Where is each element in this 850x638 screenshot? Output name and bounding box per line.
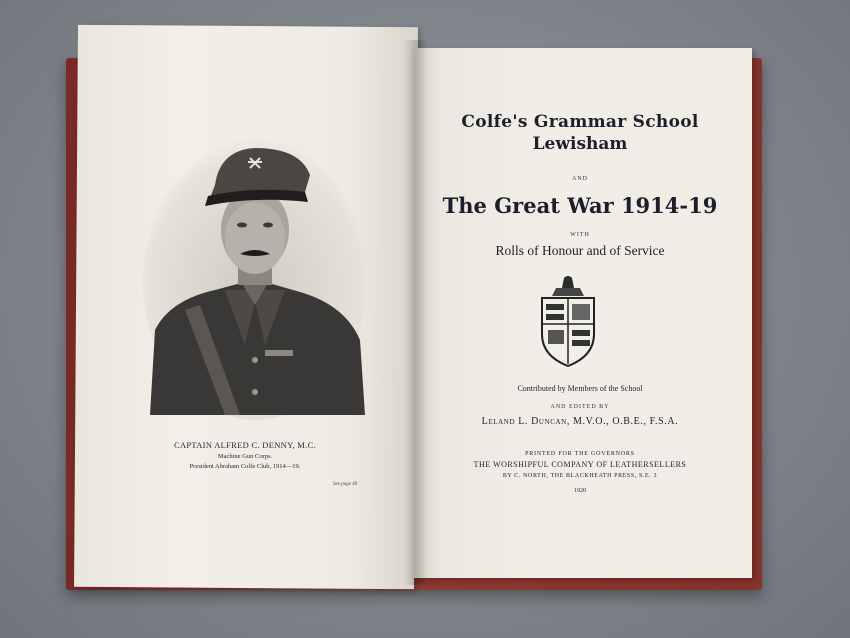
and-text: AND	[572, 176, 588, 182]
with-text: WITH	[570, 232, 590, 238]
officer-portrait	[140, 130, 370, 420]
printed-for-text: PRINTED FOR THE GOVERNORS	[525, 451, 635, 457]
editor-name: Leland L. Duncan, M.V.O., O.B.E., F.S.A.	[481, 416, 679, 427]
portrait-caption	[150, 440, 340, 470]
title-line-2: Lewisham	[532, 134, 628, 154]
caption-unit: Machine Gun Corps.	[217, 453, 273, 460]
caption-name: CAPTAIN ALFRED C. DENNY, M.C.	[174, 440, 316, 450]
book-gutter	[404, 40, 428, 585]
school-crest-icon	[536, 274, 600, 368]
press-text: BY C. NORTH, THE BLACKHEATH PRESS, S.E. 3	[502, 473, 658, 479]
title-line-1: Colfe's Grammar School	[461, 112, 699, 132]
contributed-text: Contributed by Members of the School	[517, 384, 643, 393]
see-page-note: See page 40	[333, 482, 358, 487]
caption-role: President Abraham Colfe Club, 1914—19.	[189, 463, 301, 470]
subtitle: Rolls of Honour and of Service	[495, 243, 665, 258]
edited-by-text: AND EDITED BY	[550, 404, 610, 410]
publication-year: 1920	[574, 488, 586, 494]
title-line-3: The Great War 1914-19	[442, 193, 718, 218]
company-name: THE WORSHIPFUL COMPANY OF LEATHERSELLERS	[473, 460, 687, 469]
